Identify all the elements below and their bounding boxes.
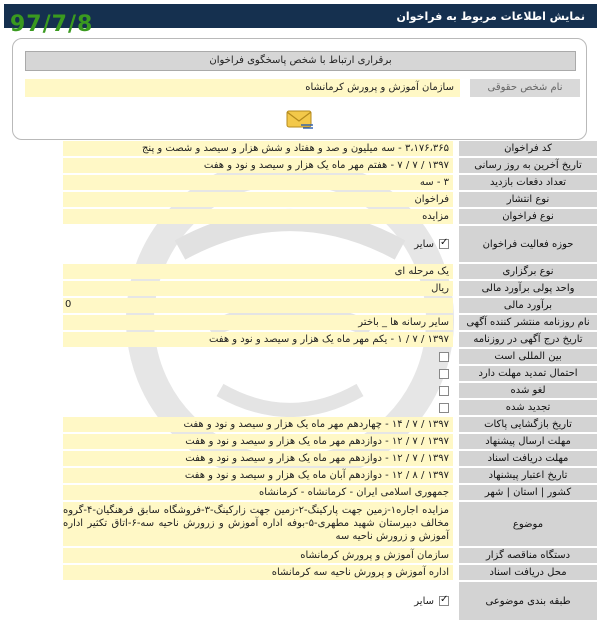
category-field — [63, 582, 453, 620]
row-call-type — [0, 208, 603, 225]
validity-date-label: تاریخ اعتبار پیشنهاد — [459, 468, 597, 483]
row-code — [0, 140, 603, 157]
row-estimate — [0, 297, 603, 314]
contact-panel — [12, 38, 587, 140]
row-extension — [0, 365, 603, 382]
validity-date-value: ۱۳۹۷ / ۸ / ۱۲ - دوازدهم آبان ماه یک هزار و سیصد و نود و هفت — [63, 468, 453, 483]
row-last-update — [0, 157, 603, 174]
proposal-deadline-label: مهلت ارسال پیشنهاد — [459, 434, 597, 449]
row-opening-date — [0, 416, 603, 433]
row-cancelled — [0, 382, 603, 399]
newspaper-label: نام روزنامه منتشر کننده آگهی — [459, 315, 597, 330]
legal-person-label: نام شخص حقوقی — [470, 79, 580, 97]
code-value: ۳،۱۷۶،۳۶۵ - سه میلیون و صد و هفتاد و شش هزار و سیصد و شصت و پنج — [63, 141, 453, 156]
category-checkbox[interactable] — [439, 596, 449, 606]
call-type-value: مزایده — [63, 209, 453, 224]
visits-value: ۳ - سه — [63, 175, 453, 190]
row-category — [0, 581, 603, 621]
cancelled-field — [63, 383, 453, 398]
row-currency — [0, 280, 603, 297]
extension-field — [63, 366, 453, 381]
estimate-label: برآورد مالی — [459, 298, 597, 313]
legal-person-value: سازمان آموزش و پرورش کرمانشاه — [25, 79, 460, 97]
opening-date-label: تاریخ بازگشایی پاکات — [459, 417, 597, 432]
publish-type-label: نوع انتشار — [459, 192, 597, 207]
row-proposal-deadline — [0, 433, 603, 450]
estimate-value: 0 — [63, 298, 453, 313]
renewed-field — [63, 400, 453, 415]
proposal-deadline-value: ۱۳۹۷ / ۷ / ۱۲ - دوازدهم مهر ماه یک هزار و سیصد و نود و هفت — [63, 434, 453, 449]
row-doc-deadline — [0, 450, 603, 467]
last-update-label: تاریخ آخرین به روز رسانی — [459, 158, 597, 173]
renewed-label: تجدید شده — [459, 400, 597, 415]
visits-label: تعداد دفعات بازدید — [459, 175, 597, 190]
category-value: سایر — [414, 595, 434, 607]
activity-scope-checkbox[interactable] — [439, 239, 449, 249]
organizer-value: سازمان آموزش و پرورش کرمانشاه — [63, 548, 453, 563]
contact-responder-button[interactable]: برقراری ارتباط با شخص پاسخگوی فراخوان — [25, 51, 576, 71]
row-international — [0, 348, 603, 365]
location-label: کشور | استان | شهر — [459, 485, 597, 500]
pickup-value: اداره آموزش و پرورش ناحیه سه کرمانشاه — [63, 565, 453, 580]
international-label: بین المللی است — [459, 349, 597, 364]
row-holding-type — [0, 263, 603, 280]
extension-label: احتمال تمدید مهلت دارد — [459, 366, 597, 381]
window-title: نمایش اطلاعات مربوط به فراخوان — [396, 9, 585, 23]
activity-scope-value: سایر — [414, 238, 434, 250]
ad-date-value: ۱۳۹۷ / ۷ / ۱ - یکم مهر ماه یک هزار و سیصد و نود و هفت — [63, 332, 453, 347]
subject-label: موضوع — [459, 502, 597, 546]
date-stamp: 97/7/8 — [10, 12, 94, 37]
newspaper-value: سایر رسانه ها _ باختر — [63, 315, 453, 330]
pickup-label: محل دریافت اسناد — [459, 565, 597, 580]
row-location — [0, 484, 603, 501]
call-type-label: نوع فراخوان — [459, 209, 597, 224]
doc-deadline-value: ۱۳۹۷ / ۷ / ۱۲ - دوازدهم مهر ماه یک هزار و سیصد و نود و هفت — [63, 451, 453, 466]
location-value: جمهوری اسلامی ایران - کرمانشاه - کرمانشاه — [63, 485, 453, 500]
ad-date-label: تاریخ درج آگهی در روزنامه — [459, 332, 597, 347]
cancelled-label: لغو شده — [459, 383, 597, 398]
activity-scope-field — [63, 226, 453, 262]
category-label: طبقه بندی موضوعی — [459, 582, 597, 620]
subject-value: مزایده اجاره۱-زمین جهت پارکینگ-۲-زمین جهت زارکینگ-۳-فروشگاه سابق فرهنگیان-۴-گروه مخالف دبیرستان شهید مطهری-۵-بوفه اداره آموزش و زرورش ناحیه سه-۶-اتاق تکثیر اداره آموزش و زرورش ناحیه سه — [63, 502, 453, 546]
opening-date-value: ۱۳۹۷ / ۷ / ۱۴ - چهاردهم مهر ماه یک هزار و سیصد و نود و هفت — [63, 417, 453, 432]
currency-label: واحد پولی برآورد مالی — [459, 281, 597, 296]
organizer-label: دستگاه مناقصه گزار — [459, 548, 597, 563]
row-renewed — [0, 399, 603, 416]
publish-type-value: فراخوان — [63, 192, 453, 207]
renewed-checkbox[interactable] — [439, 403, 449, 413]
row-newspaper — [0, 314, 603, 331]
row-ad-date — [0, 331, 603, 348]
holding-type-value: یک مرحله ای — [63, 264, 453, 279]
code-label: کد فراخوان — [459, 141, 597, 156]
row-validity-date — [0, 467, 603, 484]
envelope-icon[interactable] — [285, 107, 315, 131]
extension-checkbox[interactable] — [439, 369, 449, 379]
last-update-value: ۱۳۹۷ / ۷ / ۷ - هفتم مهر ماه یک هزار و سیصد و نود و هفت — [63, 158, 453, 173]
doc-deadline-label: مهلت دریافت اسناد — [459, 451, 597, 466]
row-organizer — [0, 547, 603, 564]
cancelled-checkbox[interactable] — [439, 386, 449, 396]
holding-type-label: نوع برگزاری — [459, 264, 597, 279]
row-activity-scope — [0, 225, 603, 263]
row-pickup — [0, 564, 603, 581]
international-field — [63, 349, 453, 364]
activity-scope-label: حوزه فعالیت فراخوان — [459, 226, 597, 262]
currency-value: ریال — [63, 281, 453, 296]
international-checkbox[interactable] — [439, 352, 449, 362]
row-visits — [0, 174, 603, 191]
row-subject — [0, 501, 603, 547]
row-publish-type — [0, 191, 603, 208]
